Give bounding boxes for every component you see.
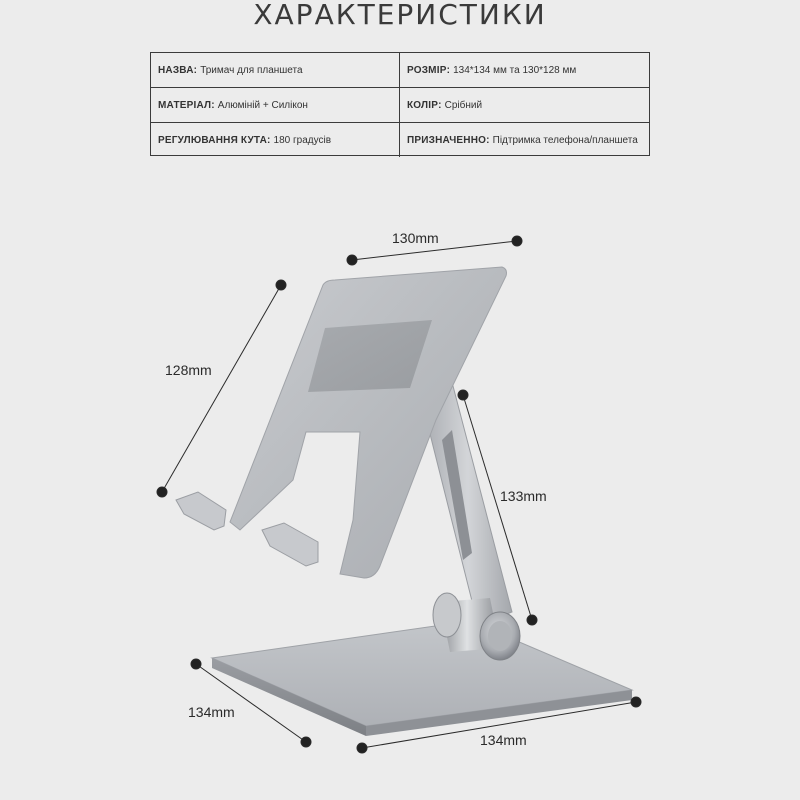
page-title: ХАРАКТЕРИСТИКИ <box>253 0 547 31</box>
dim-label-top-width: 130mm <box>392 230 439 246</box>
spec-cell-material: МАТЕРІАЛ : Алюміній + Силікон <box>151 88 400 122</box>
spec-value: Алюміній + Силікон <box>217 99 308 111</box>
spec-cell-size: РОЗМІР : 134*134 мм та 130*128 мм <box>407 64 577 76</box>
spec-label: КОЛІР <box>407 99 439 111</box>
dim-label-arm-length: 133mm <box>500 488 547 504</box>
spec-cell-color: КОЛІР : Срібний <box>407 99 483 111</box>
spec-label: МАТЕРІАЛ <box>158 99 212 111</box>
spec-value: 180 градусів <box>273 134 332 146</box>
dim-label-base-width: 134mm <box>480 732 527 748</box>
spec-label: НАЗВА <box>158 64 194 76</box>
spec-value: Підтримка телефона/планшета <box>492 134 638 146</box>
dim-label-base-depth: 134mm <box>188 704 235 720</box>
spec-value: Срібний <box>444 99 483 111</box>
spec-label: РОЗМІР <box>407 64 447 76</box>
spec-label: ПРИЗНАЧЕННО <box>407 134 487 146</box>
spec-label: РЕГУЛЮВАННЯ КУТА <box>158 134 268 146</box>
stand-arm <box>424 386 512 625</box>
spec-value: Тримач для планшета <box>200 64 303 76</box>
spec-cell-name: НАЗВА : Тримач для планшета <box>151 53 400 87</box>
dim-label-left-height: 128mm <box>165 362 212 378</box>
spec-value: 134*134 мм та 130*128 мм <box>453 64 577 76</box>
spec-cell-purpose: ПРИЗНАЧЕННО : Підтримка телефона/планшета <box>407 134 638 146</box>
stand-base <box>212 621 632 736</box>
spec-cell-angle: РЕГУЛЮВАННЯ КУТА : 180 градусів <box>151 123 400 157</box>
